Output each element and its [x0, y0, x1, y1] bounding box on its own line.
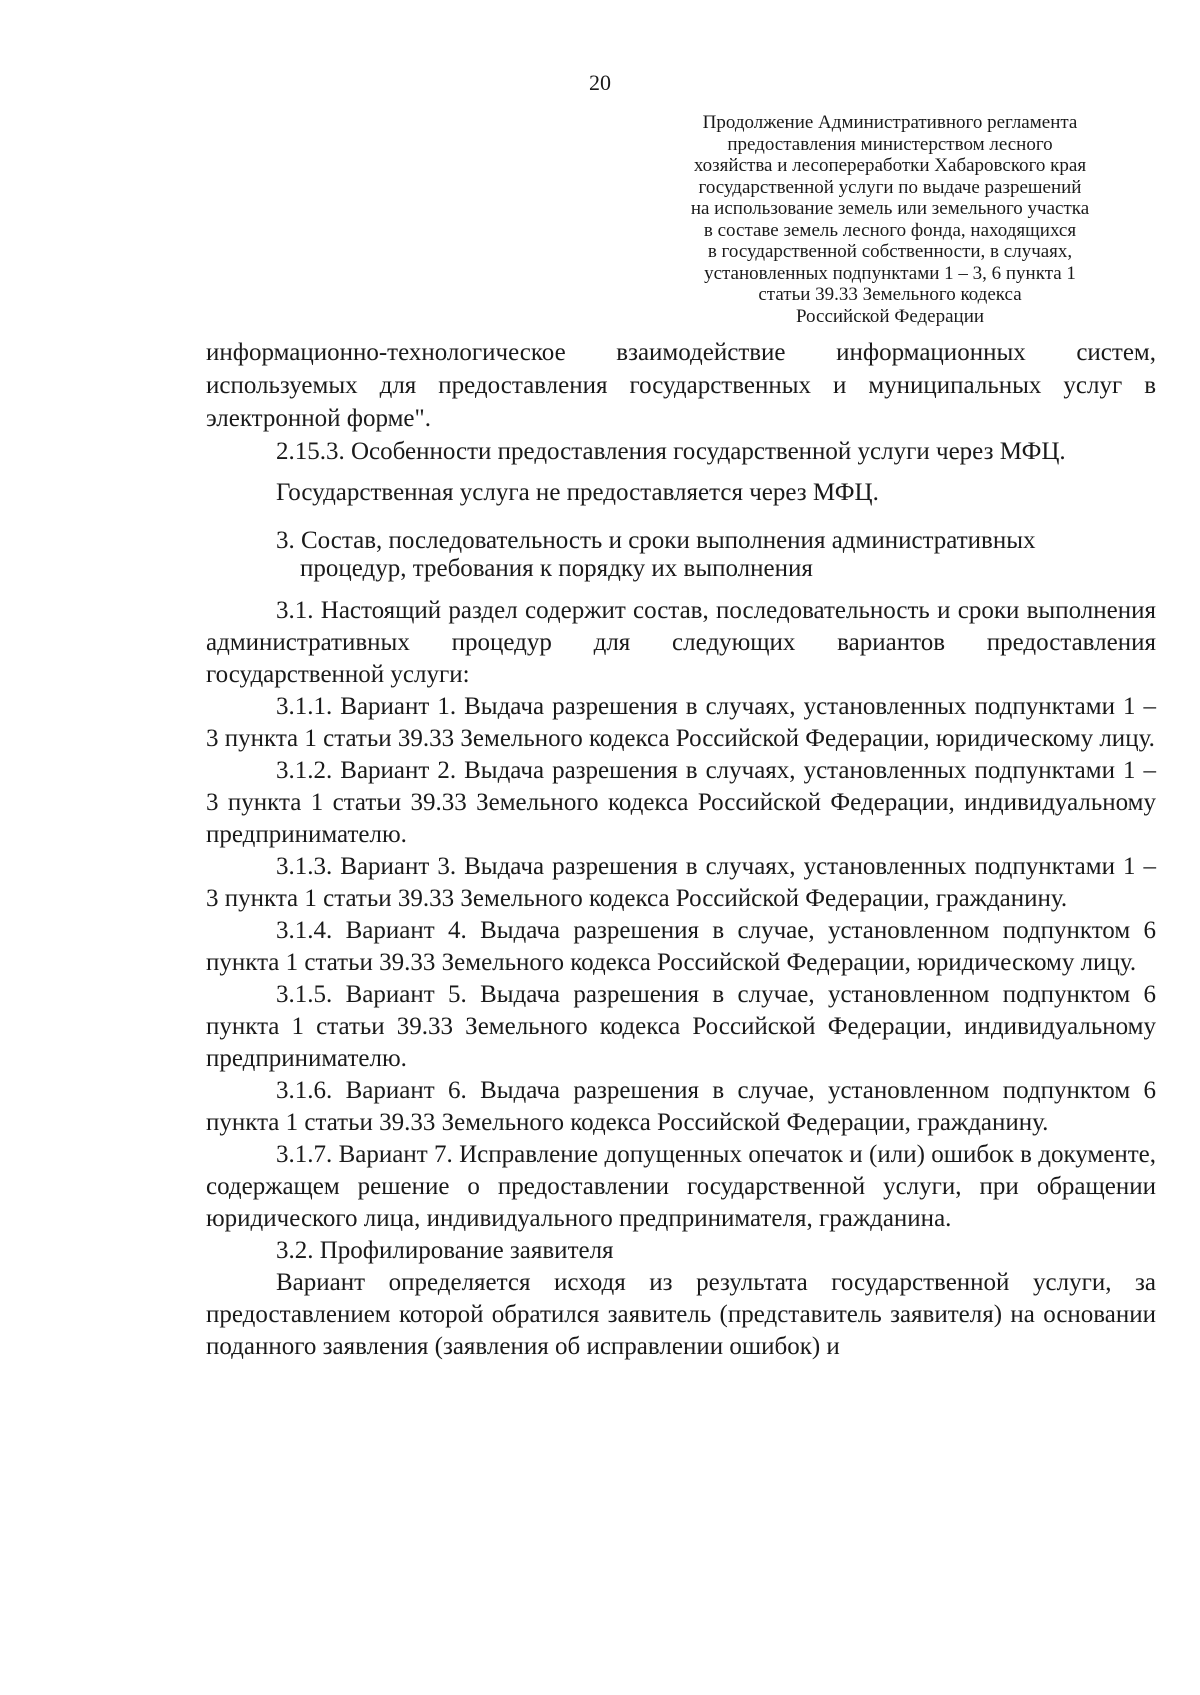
item-3-1-2: 3.1.2. Вариант 2. Выдача разрешения в случаях, установленных подпунктами 1 – 3 пункта 1 статьи 39.33 Земельного кодекса Российской Федерации, индивидуальному предпринимателю. — [206, 757, 1156, 848]
header-note-line: в государственной собственности, в случаях, — [707, 241, 1073, 262]
header-note-line: на использование земель или земельного участка — [690, 198, 1090, 219]
item-3-1-3: 3.1.3. Вариант 3. Выдача разрешения в случаях, установленных подпунктами 1 – 3 пункта 1 статьи 39.33 Земельного кодекса Российской Федерации, гражданину. — [206, 853, 1156, 912]
page-number: 20 — [589, 70, 611, 95]
header-note-line: в составе земель лесного фонда, находящихся — [703, 219, 1077, 241]
header-note-line: Продолжение Административного регламента — [702, 112, 1078, 133]
paragraph-2-15-3: 2.15.3. Особенности предоставления государственной услуги через МФЦ. — [276, 438, 1066, 465]
item-3-2-text: Вариант определяется исходя из результата государственной услуги, за предоставлением которой обратился заявитель (представитель заявителя) на основании поданного заявления (заявления об исправлении ошибок) и — [206, 1269, 1156, 1360]
section-3-title-line2: процедур, требования к порядку их выполнения — [300, 555, 813, 582]
header-note-line: установленных подпунктами 1 – 3, 6 пункта 1 — [704, 262, 1076, 284]
header-note-line: государственной услуги по выдаче разрешений — [698, 176, 1082, 198]
document-body — [206, 336, 1156, 1363]
item-3-1-7: 3.1.7. Вариант 7. Исправление допущенных опечаток и (или) ошибок в документе, содержащем решение о предоставлении государственной услуги, при обращении юридического лица, индивидуального предпринимателя, гражданина. — [206, 1141, 1156, 1232]
item-3-2-heading: 3.2. Профилирование заявителя — [276, 1237, 614, 1264]
header-note-line: хозяйства и лесопереработки Хабаровского края — [693, 155, 1087, 176]
paragraph-mfc: Государственная услуга не предоставляется через МФЦ. — [276, 479, 879, 506]
item-3-1-1: 3.1.1. Вариант 1. Выдача разрешения в случаях, установленных подпунктами 1 – 3 пункта 1 статьи 39.33 Земельного кодекса Российской Федерации, юридическому лицу. — [206, 693, 1156, 752]
item-3-1-4: 3.1.4. Вариант 4. Выдача разрешения в случае, установленном подпунктом 6 пункта 1 статьи 39.33 Земельного кодекса Российской Федерации, юридическому лицу. — [206, 917, 1156, 976]
item-3-1-6: 3.1.6. Вариант 6. Выдача разрешения в случае, установленном подпунктом 6 пункта 1 статьи 39.33 Земельного кодекса Российской Федерации, гражданину. — [206, 1077, 1156, 1136]
header-note-line: Российской Федерации — [795, 305, 985, 327]
item-3-1: 3.1. Настоящий раздел содержит состав, последовательность и сроки выполнения административных процедур для следующих вариантов предоставления государственной услуги: — [206, 597, 1156, 688]
item-3-1-5: 3.1.5. Вариант 5. Выдача разрешения в случае, установленном подпунктом 6 пункта 1 статьи 39.33 Земельного кодекса Российской Федерации, индивидуальному предпринимателю. — [206, 981, 1156, 1072]
header-note — [630, 112, 1150, 327]
header-note-line: предоставления министерством лесного — [727, 133, 1053, 155]
header-note-line: статьи 39.33 Земельного кодекса — [758, 284, 1022, 305]
paragraph-continuation: информационно-технологическое взаимодействие информационных систем, используемых для предоставления государственных и муниципальных услуг в электронной форме". — [206, 339, 1156, 432]
section-3-title-line1: 3. Состав, последовательность и сроки выполнения административных — [276, 527, 1036, 554]
section-3-title — [276, 527, 1156, 583]
